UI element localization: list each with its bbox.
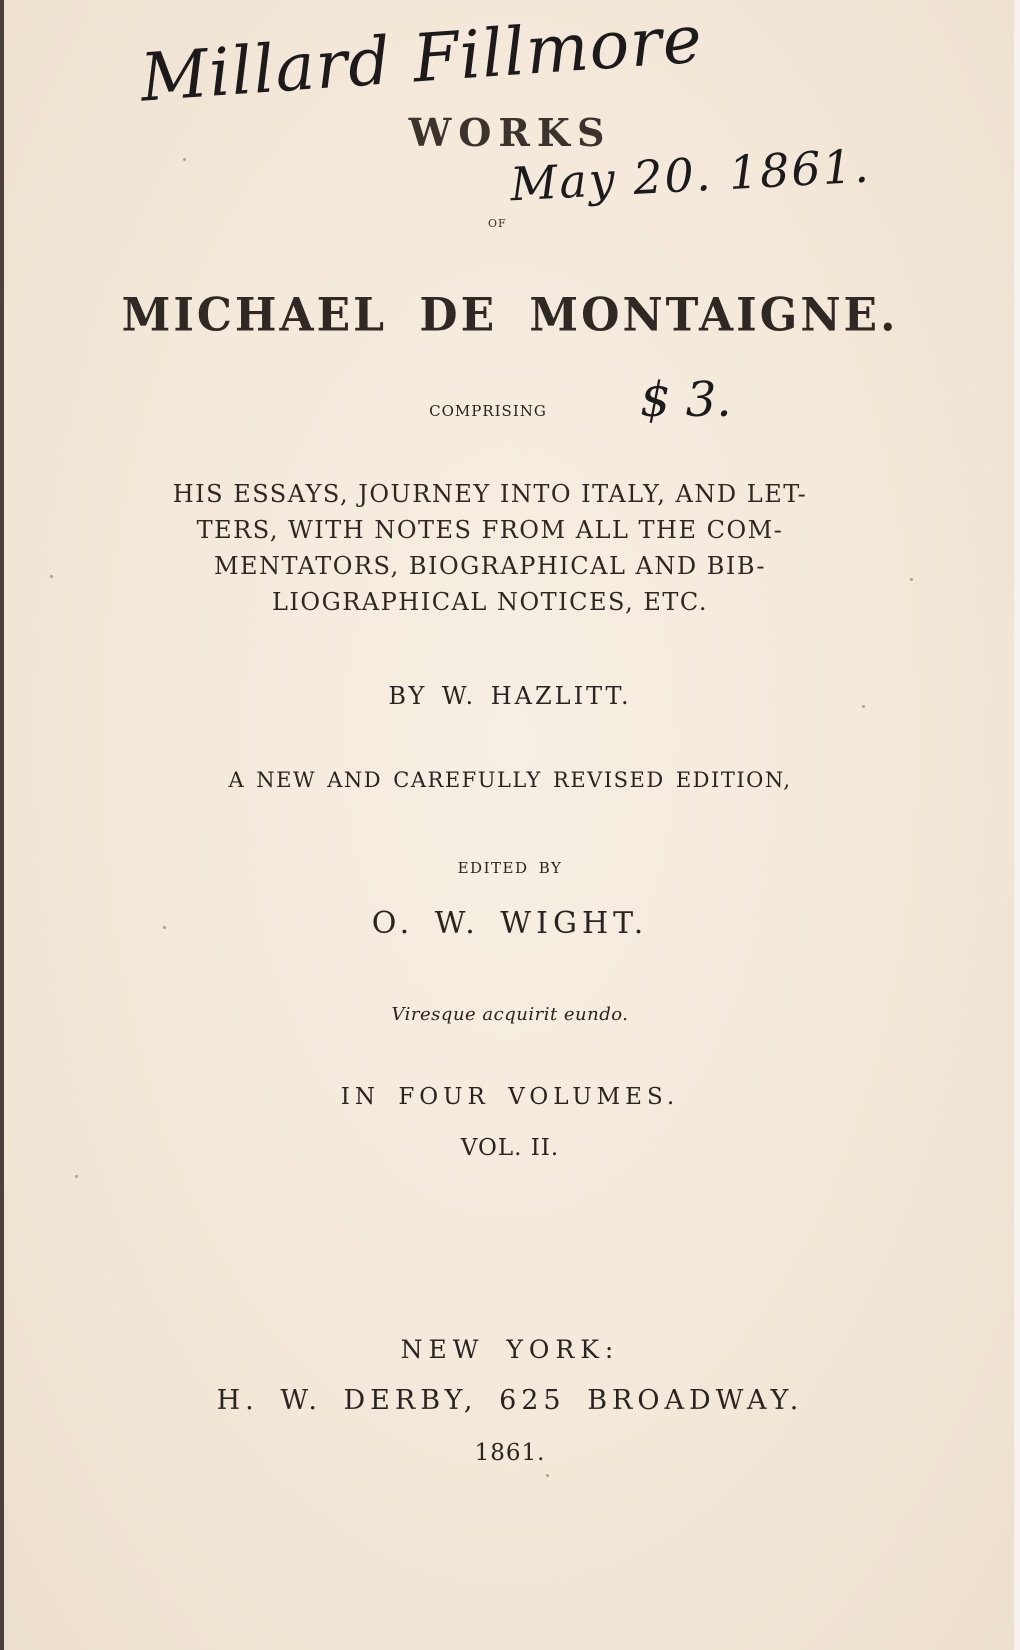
contents-line: MENTATORS, BIOGRAPHICAL AND BIB- (213, 552, 767, 580)
editor-name: O. W. WIGHT. (371, 906, 649, 941)
edited-by-label: EDITED BY (457, 859, 563, 877)
contents-line: LIOGRAPHICAL NOTICES, ETC. (271, 588, 709, 616)
contents-description (105, 476, 875, 620)
motto: Viresque acquirit eundo. (391, 1004, 629, 1025)
volume-count: IN FOUR VOLUMES. (340, 1084, 680, 1110)
paper-speck (75, 1175, 78, 1178)
paper-speck (910, 578, 913, 581)
paper-speck (546, 1474, 549, 1477)
edition-note: A NEW AND CAREFULLY REVISED EDITION, (228, 768, 792, 792)
of-word: OF (488, 217, 507, 230)
publication-year: 1861. (474, 1440, 546, 1466)
handwritten-price: $ 3. (640, 372, 732, 428)
comprising-label: COMPRISING (429, 402, 547, 420)
volume-number: VOL. II. (460, 1135, 560, 1161)
author-title: MICHAEL DE MONTAIGNE. (121, 288, 899, 343)
paper-speck (50, 575, 53, 578)
paper-speck (862, 705, 865, 708)
handwritten-signature: Millard Fillmore (138, 0, 706, 117)
paper-speck (163, 926, 166, 929)
works-heading: WORKS (408, 110, 612, 155)
by-line: BY W. HAZLITT. (388, 682, 632, 710)
contents-line: HIS ESSAYS, JOURNEY INTO ITALY, AND LET- (172, 480, 808, 508)
publication-place: NEW YORK: (400, 1335, 620, 1364)
contents-line: TERS, WITH NOTES FROM ALL THE COM- (196, 516, 784, 544)
publisher: H. W. DERBY, 625 BROADWAY. (216, 1385, 804, 1416)
handwritten-date: May 20. 1861. (508, 138, 872, 212)
paper-speck (183, 158, 186, 161)
